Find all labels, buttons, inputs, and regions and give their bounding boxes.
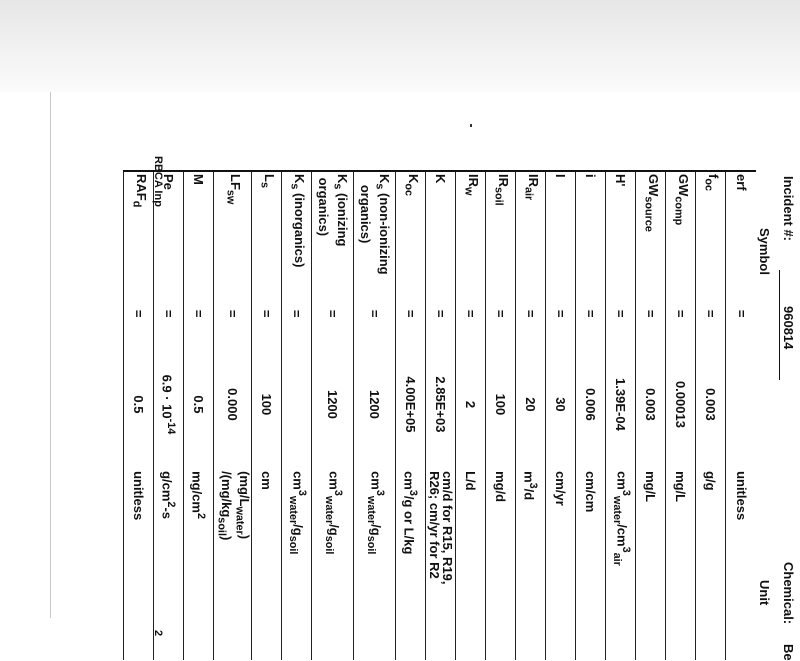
row-symbol: $IR_w$ bbox=[456, 171, 486, 288]
row-value: 0.000 bbox=[214, 340, 252, 469]
table-row-koc bbox=[396, 171, 426, 660]
row-value: 1.39E-04 bbox=[606, 340, 636, 469]
table-row-m bbox=[184, 171, 214, 660]
row-value: 0.5 bbox=[184, 340, 214, 469]
row-symbol: Pe bbox=[154, 171, 184, 288]
row-symbol: I bbox=[546, 171, 576, 288]
unit-column-header: Unit bbox=[757, 580, 772, 606]
row-unit: unitless bbox=[124, 469, 154, 660]
row-equals: = bbox=[666, 288, 696, 340]
row-value: 100 bbox=[486, 340, 516, 469]
row-symbol: K bbox=[426, 171, 456, 288]
row-value: 100 bbox=[252, 340, 282, 469]
row-symbol: $L_s$ bbox=[252, 171, 282, 288]
row-value: 0.003 bbox=[696, 340, 726, 469]
row-symbol: $IR_{air}$ bbox=[516, 171, 546, 288]
row-symbol: $RAF_d$ bbox=[124, 171, 154, 288]
row-equals: = bbox=[214, 288, 252, 340]
table-row-irsoil bbox=[486, 171, 516, 660]
row-value: 1200 bbox=[354, 340, 396, 469]
table-row-gradient bbox=[576, 171, 606, 660]
row-equals: = bbox=[426, 288, 456, 340]
row-equals: = bbox=[154, 288, 184, 340]
table-row-ls bbox=[252, 171, 282, 660]
row-value: 4.00E+05 bbox=[396, 340, 426, 469]
row-unit: $(mg/L_{water})$ $/(mg/kg_{soil})$ bbox=[214, 469, 252, 660]
row-unit: $cm^3_{water}/g_{soil}$ bbox=[312, 469, 354, 660]
row-value: 2.85E+03 bbox=[426, 340, 456, 469]
row-unit: $cm^3/g$ or L/kg bbox=[396, 469, 426, 660]
rotated-page bbox=[120, 156, 800, 661]
row-value: 2 bbox=[456, 340, 486, 469]
row-value: 30 bbox=[546, 340, 576, 469]
row-symbol: erf bbox=[726, 171, 756, 288]
scan-shading bbox=[0, 0, 800, 92]
table-row-gwcomp bbox=[666, 171, 696, 660]
table-row-infiltration bbox=[546, 171, 576, 660]
row-equals: = bbox=[726, 288, 756, 340]
row-symbol: $K_{oc}$ bbox=[396, 171, 426, 288]
row-equals: = bbox=[354, 288, 396, 340]
table-row-erf bbox=[726, 171, 756, 660]
row-equals: = bbox=[606, 288, 636, 340]
row-equals: = bbox=[576, 288, 606, 340]
row-equals: = bbox=[516, 288, 546, 340]
row-equals: = bbox=[546, 288, 576, 340]
table-row-irw bbox=[456, 171, 486, 660]
page-number: 2 bbox=[152, 630, 164, 637]
table-row-irair bbox=[516, 171, 546, 660]
row-unit: mg/L bbox=[666, 469, 696, 660]
row-equals: = bbox=[124, 288, 154, 340]
table-row-lfsw bbox=[214, 171, 252, 660]
row-unit: cm/d for R15, R19, R26; cm/yr for R2 bbox=[426, 469, 456, 660]
row-equals: = bbox=[696, 288, 726, 340]
table-row-k bbox=[426, 171, 456, 660]
row-value: $6.9 \cdot 10^{-14}$ bbox=[154, 340, 184, 469]
row-symbol: $GW_{source}$ bbox=[636, 171, 666, 288]
row-value: 0.00013 bbox=[666, 340, 696, 469]
table-row-foc bbox=[696, 171, 726, 660]
page-footer bbox=[140, 156, 170, 660]
row-equals: = bbox=[312, 288, 354, 340]
row-unit: $mg/cm^2$ bbox=[184, 469, 214, 660]
row-value: 1200 bbox=[312, 340, 354, 469]
scan-speck bbox=[470, 124, 472, 127]
row-symbol: $f_{oc}$ bbox=[696, 171, 726, 288]
row-unit: $cm^3_{water}/cm^3_{air}$ bbox=[606, 469, 636, 660]
row-symbol: $K_s$ (ionizing organics) bbox=[312, 171, 354, 288]
row-unit: cm/yr bbox=[546, 469, 576, 660]
row-equals: = bbox=[184, 288, 214, 340]
chemical-label: Chemical: bbox=[781, 562, 796, 625]
row-equals: = bbox=[456, 288, 486, 340]
row-unit: unitless bbox=[726, 469, 756, 660]
table-row-ks-non-ionizing bbox=[354, 171, 396, 660]
row-unit: L/d bbox=[456, 469, 486, 660]
row-unit: $m^3/d$ bbox=[516, 469, 546, 660]
row-symbol: H' bbox=[606, 171, 636, 288]
row-symbol: i bbox=[576, 171, 606, 288]
row-symbol: $GW_{comp}$ bbox=[666, 171, 696, 288]
row-value: 0.003 bbox=[636, 340, 666, 469]
footer-text: RBCA Inp bbox=[152, 156, 164, 207]
row-equals: = bbox=[486, 288, 516, 340]
row-value bbox=[282, 340, 312, 469]
incident-underline bbox=[779, 270, 780, 380]
table-row-ks-inorganics bbox=[282, 171, 312, 660]
row-equals: = bbox=[636, 288, 666, 340]
chemical-value: Be bbox=[781, 644, 796, 661]
row-equals: = bbox=[396, 288, 426, 340]
row-symbol: $IR_{soil}$ bbox=[486, 171, 516, 288]
row-symbol: M bbox=[184, 171, 214, 288]
row-unit: g/g bbox=[696, 469, 726, 660]
row-unit: mg/L bbox=[636, 469, 666, 660]
incident-value: 960814 bbox=[781, 306, 796, 350]
table-row-henry bbox=[606, 171, 636, 660]
table-row-ks-ionizing bbox=[312, 171, 354, 660]
row-unit: cm bbox=[252, 469, 282, 660]
page-header bbox=[752, 170, 800, 660]
row-symbol: $LF_{sw}$ bbox=[214, 171, 252, 288]
scan-margin-line bbox=[50, 92, 51, 618]
row-unit: $cm^3_{water}/g_{soil}$ bbox=[354, 469, 396, 660]
parameter-table bbox=[123, 170, 756, 660]
symbol-column-header: Symbol bbox=[757, 228, 772, 275]
row-unit: $g/cm^2-s$ bbox=[154, 469, 184, 660]
row-value: 0.5 bbox=[124, 340, 154, 469]
row-unit: mg/d bbox=[486, 469, 516, 660]
row-unit: $cm^3_{water}/g_{soil}$ bbox=[282, 469, 312, 660]
row-equals: = bbox=[252, 288, 282, 340]
table-row-gwsource bbox=[636, 171, 666, 660]
row-symbol: $K_s$ (non-ionizing organics) bbox=[354, 171, 396, 288]
incident-label: Incident #: bbox=[781, 176, 796, 242]
row-value: 0.006 bbox=[576, 340, 606, 469]
row-equals: = bbox=[282, 288, 312, 340]
row-symbol: $K_s$ (inorganics) bbox=[282, 171, 312, 288]
row-value: 20 bbox=[516, 340, 546, 469]
row-unit: cm/cm bbox=[576, 469, 606, 660]
row-value bbox=[726, 340, 756, 469]
